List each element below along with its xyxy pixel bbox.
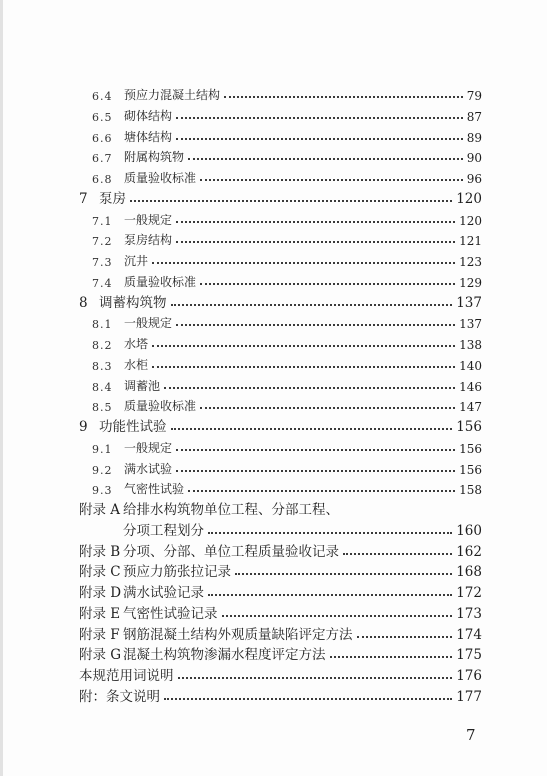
toc-entry-title: 附：条文说明 (79, 688, 160, 705)
toc-entry[interactable] (79, 643, 482, 663)
toc-entry-page: 175 (456, 647, 482, 664)
toc-entry-page: 79 (466, 89, 482, 103)
toc-entry-number: 8.2 (92, 339, 113, 352)
toc-entry-number: 8.4 (92, 380, 113, 394)
toc-entry-page: 160 (456, 522, 482, 539)
toc-dot-leader (208, 593, 452, 596)
toc-entry-title: 满水试验记录 (123, 585, 204, 601)
toc-entry-number: 附录 E (79, 605, 121, 622)
toc-entry-title: 本规范用词说明 (79, 668, 174, 684)
toc-entry-title: 调蓄池 (124, 378, 161, 393)
toc-dot-leader (235, 572, 452, 575)
toc-entry-page: 146 (459, 379, 482, 394)
toc-entry-title: 混凝土构筑物渗漏水程度评定方法 (123, 647, 326, 664)
toc-entry-page: 176 (456, 668, 482, 684)
toc-dot-leader (171, 303, 453, 306)
toc-entry-title: 质量验收标准 (124, 399, 197, 414)
toc-dot-leader (200, 406, 455, 409)
toc-entry-number: 6.5 (92, 110, 113, 124)
toc-dot-leader (176, 240, 455, 243)
toc-entry-number: 7 (79, 190, 88, 207)
toc-entry-page: 121 (459, 234, 482, 249)
toc-entry-number: 附录 B (79, 543, 121, 560)
toc-entry-title: 沉井 (124, 254, 149, 268)
toc-entry[interactable] (92, 228, 482, 248)
toc-entry-page: 177 (456, 688, 482, 705)
toc-dot-leader (164, 386, 455, 389)
toc-entry-page: 174 (456, 626, 482, 643)
toc-entry-page: 140 (459, 358, 482, 373)
toc-entry-page: 156 (459, 441, 482, 456)
toc-entry-page: 147 (459, 400, 482, 415)
toc-entry[interactable] (79, 415, 482, 435)
toc-entry[interactable] (79, 560, 482, 580)
toc-entry[interactable] (92, 249, 482, 269)
toc-entry-page: 137 (456, 294, 482, 311)
toc-entry-number: 7.1 (92, 214, 113, 228)
toc-entry[interactable] (79, 602, 482, 622)
toc-entry[interactable] (92, 332, 482, 352)
toc-entry[interactable] (92, 457, 482, 477)
toc-dot-leader (176, 116, 463, 119)
toc-entry-title: 一般规定 (124, 212, 173, 227)
toc-entry-title: 一般规定 (124, 316, 173, 331)
toc-entry[interactable] (92, 104, 482, 124)
toc-dot-leader (357, 635, 453, 638)
toc-entry[interactable] (79, 498, 482, 518)
toc-entry-page: 87 (466, 109, 482, 124)
toc-dot-leader (176, 448, 455, 451)
toc-entry-number: 附录 A (79, 502, 121, 518)
toc-entry[interactable] (79, 685, 482, 705)
toc-entry[interactable] (92, 436, 482, 456)
toc-entry-page: 158 (459, 483, 482, 498)
toc-entry-number: 9.2 (92, 463, 113, 477)
toc-entry-title: 质量验收标准 (124, 274, 197, 289)
toc-dot-leader (222, 614, 453, 617)
toc-entry-title: 满水试验 (124, 461, 173, 476)
toc-entry-page: 96 (466, 172, 482, 186)
toc-entry[interactable] (92, 208, 482, 228)
toc-dot-leader (176, 137, 463, 140)
toc-entry-number: 6.7 (92, 152, 113, 166)
toc-dot-leader (343, 552, 452, 555)
toc-entry-number: 附录 D (79, 585, 122, 601)
toc-entry-title: 气密性试验记录 (123, 605, 218, 622)
toc-entry[interactable] (92, 125, 482, 145)
toc-entry-number: 6.6 (92, 131, 113, 145)
toc-entry-number: 8 (79, 294, 88, 311)
toc-entry[interactable] (79, 581, 482, 601)
toc-dot-leader (176, 469, 455, 472)
toc-entry-page: 156 (459, 462, 482, 477)
toc-entry-page: 123 (459, 255, 482, 269)
toc-entry[interactable] (79, 623, 482, 643)
toc-dot-leader (188, 157, 463, 160)
toc-entry-number: 9 (79, 419, 88, 435)
toc-entry-page: 129 (459, 275, 482, 290)
toc-entry-title: 泵房 (99, 190, 126, 207)
toc-entry-title: 砌体结构 (124, 108, 173, 123)
toc-dot-leader (152, 344, 455, 347)
toc-entry-number: 8.5 (92, 401, 113, 415)
toc-dot-leader (224, 95, 463, 98)
toc-entry-title: 功能性试验 (99, 419, 167, 435)
toc-entry[interactable] (92, 311, 482, 331)
toc-entry-title: 塘体结构 (124, 129, 173, 144)
toc-dot-leader (208, 531, 452, 534)
toc-dot-leader (171, 427, 453, 430)
toc-entry-title: 预应力混凝土结构 (124, 88, 221, 102)
toc-dot-leader (200, 178, 463, 181)
toc-dot-leader (130, 199, 452, 202)
toc-entry-page: 172 (456, 585, 482, 601)
toc-entry[interactable] (79, 187, 482, 207)
toc-entry-title: 水柜 (124, 357, 149, 372)
toc-entry[interactable] (92, 353, 482, 373)
toc-entry[interactable] (92, 477, 482, 497)
toc-entry-page: 156 (456, 419, 482, 435)
toc-entry-number: 8.3 (92, 359, 113, 373)
toc-entry-title: 调蓄构筑物 (99, 294, 167, 311)
toc-entry-number: 附录 F (79, 626, 120, 643)
toc-entry-number: 6.8 (92, 173, 113, 186)
toc-entry-number: 7.4 (92, 276, 113, 290)
toc-entry-title: 水塔 (124, 337, 149, 351)
toc-entry-page: 90 (466, 151, 482, 166)
toc-dot-leader (188, 489, 455, 492)
toc-entry-title: 分项、分部、单位工程质量验收记录 (123, 543, 339, 560)
toc-entry-title: 附属构筑物 (124, 150, 185, 165)
toc-entry[interactable] (92, 374, 482, 394)
toc-entry-number: 9.3 (92, 484, 113, 498)
toc-dot-leader (176, 220, 455, 223)
toc-dot-leader (200, 282, 455, 285)
toc-dot-leader (152, 365, 455, 368)
toc-entry-page: 162 (456, 543, 482, 560)
toc-entry-page: 89 (466, 130, 482, 145)
toc-entry-number: 7.2 (92, 235, 113, 249)
toc-entry[interactable] (123, 519, 482, 539)
toc-dot-leader (152, 261, 455, 264)
toc-entry-page: 173 (456, 605, 482, 622)
toc-entry-title: 预应力筋张拉记录 (123, 564, 231, 581)
toc-entry-number: 7.3 (92, 256, 113, 269)
toc-entry[interactable] (92, 145, 482, 165)
toc-entry-page: 137 (459, 317, 482, 332)
toc-entry-page: 120 (456, 190, 482, 207)
toc-entry-number: 附录 G (79, 647, 122, 664)
toc-dot-leader (176, 323, 455, 326)
toc-entry-number: 9.1 (92, 442, 113, 456)
toc-entry[interactable] (79, 291, 482, 311)
toc-entry-number: 6.4 (92, 90, 113, 103)
toc-entry-title: 给排水构筑物单位工程、分部工程、 (123, 502, 339, 518)
toc-entry-title: 气密性试验 (124, 482, 185, 497)
toc-entry-number: 8.1 (92, 318, 113, 332)
toc-entry[interactable] (92, 394, 482, 414)
toc-dot-leader (164, 697, 452, 700)
toc-entry[interactable] (92, 270, 482, 290)
toc-entry-page: 168 (456, 564, 482, 581)
toc-entry[interactable] (92, 83, 482, 103)
toc-entry[interactable] (79, 664, 482, 684)
toc-entry[interactable] (79, 540, 482, 560)
toc-entry[interactable] (92, 166, 482, 186)
toc-entry-title: 钢筋混凝土结构外观质量缺陷评定方法 (123, 626, 353, 643)
toc-entry-title: 质量验收标准 (124, 171, 197, 185)
toc-entry-page: 120 (459, 213, 482, 228)
toc-entry-title: 一般规定 (124, 440, 173, 455)
toc-entry-title: 分项工程划分 (123, 522, 204, 539)
page-number: 7 (466, 726, 476, 744)
toc-entry-title: 泵房结构 (124, 233, 173, 248)
toc-entry-page: 138 (459, 338, 482, 352)
toc-entry-number: 附录 C (79, 564, 121, 581)
toc-dot-leader (330, 655, 453, 658)
toc-dot-leader (178, 676, 453, 679)
